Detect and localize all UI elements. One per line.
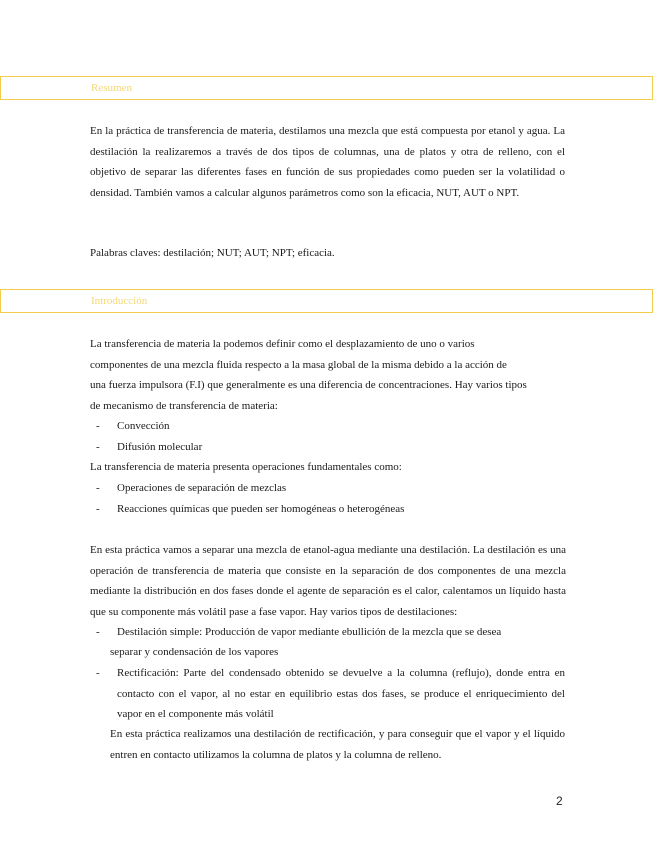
list-item-text: Convección	[117, 420, 170, 432]
section-header-introduccion	[0, 289, 653, 313]
text-line: componentes de una mezcla fluida respecto a la masa global de la misma debido a la acción de	[90, 358, 507, 371]
text-line: de mecanismo de transferencia de materia:	[90, 399, 278, 412]
intro-paragraph-1	[90, 334, 570, 416]
list-item-continuation: separar y condensación de los vapores	[110, 646, 279, 658]
section-title: Introducción	[91, 295, 148, 307]
intro-paragraph-2: La transferencia de materia presenta operaciones fundamentales como:	[90, 461, 402, 473]
section-title: Resumen	[91, 82, 132, 94]
section-header-resumen	[0, 76, 653, 100]
bullet: -	[96, 482, 100, 494]
bullet: -	[96, 441, 100, 453]
keywords: Palabras claves: destilación; NUT; AUT; NPT; eficacia.	[90, 247, 335, 259]
text-line: una fuerza impulsora (F.I) que generalmente es una diferencia de concentraciones. Hay varios tipos	[90, 379, 527, 391]
list-item-text: Rectificación: Parte del condensado obtenido se devuelve a la columna (reflujo), donde entra en contacto con el vapor, al no estar en equilibrio estas dos fases, se produce el enriquecimiento del vapor en el componente más volátil	[117, 667, 565, 720]
bullet: -	[96, 626, 100, 638]
intro-paragraph-3: En esta práctica vamos a separar una mezcla de etanol-agua mediante una destilación. La destilación es una operación de transferencia de materia que consiste en la separación de dos componentes de una mezcla mediante la distribución en dos fases donde el agente de separación es el calor, calentamos un líquido hasta que su componente más volátil pase a fase vapor. Hay varios tipos de destilaciones:	[90, 544, 566, 618]
list-item-text: Destilación simple: Producción de vapor mediante ebullición de la mezcla que se desea	[117, 626, 502, 638]
text-line: La transferencia de materia la podemos definir como el desplazamiento de uno o varios	[90, 338, 475, 350]
bullet: -	[96, 667, 100, 679]
abstract-paragraph: En la práctica de transferencia de materia, destilamos una mezcla que está compuesta por etanol y agua. La destilación la realizaremos a través de dos tipos de columnas, una de platos y otra de relleno, con el objetivo de separar las diferentes fases en función de sus propiedades como pueden ser la volatilidad o densidad. También vamos a calcular algunos parámetros como son la eficacia, NUT, AUT o NPT.	[90, 125, 565, 199]
page-number: 2	[556, 794, 563, 808]
bullet: -	[96, 420, 100, 432]
list-item-text: Reacciones químicas que pueden ser homogéneas o heterogéneas	[117, 503, 405, 515]
list-item-text: Operaciones de separación de mezclas	[117, 482, 287, 494]
bullet: -	[96, 503, 100, 515]
intro-paragraph-4: En esta práctica realizamos una destilación de rectificación, y para conseguir que el vapor y el líquido entren en contacto utilizamos la columna de platos y la columna de relleno.	[110, 728, 565, 761]
list-item-text: Difusión molecular	[117, 441, 203, 453]
